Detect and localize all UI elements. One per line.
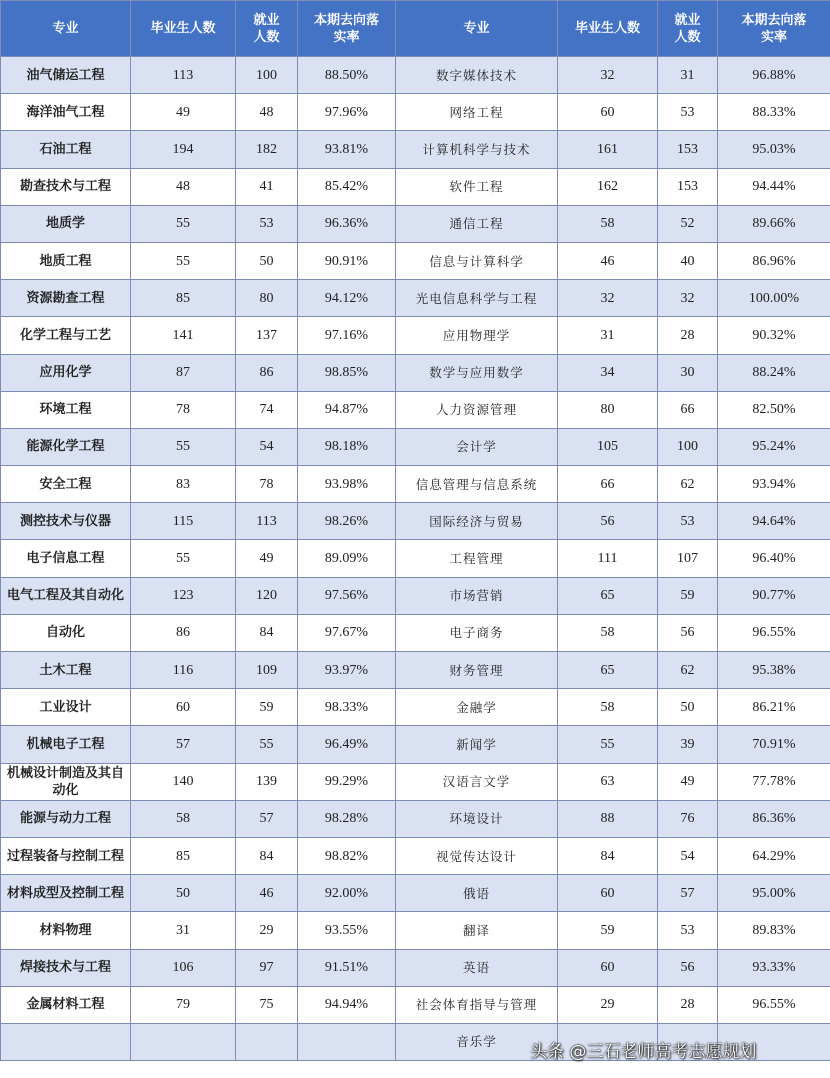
table-row bbox=[1, 800, 830, 837]
left-graduates-cell: 55 bbox=[131, 242, 236, 279]
left-rate-cell: 93.55% bbox=[298, 912, 396, 949]
left-employed-cell: 84 bbox=[236, 837, 298, 874]
left-rate-cell: 96.36% bbox=[298, 205, 396, 242]
right-major-cell: 汉语言文学 bbox=[396, 763, 558, 800]
left-major-cell: 过程装备与控制工程 bbox=[1, 837, 131, 874]
left-rate-cell: 98.82% bbox=[298, 837, 396, 874]
left-graduates-cell: 116 bbox=[131, 652, 236, 689]
left-employed-cell: 137 bbox=[236, 317, 298, 354]
right-employed-cell: 153 bbox=[658, 168, 718, 205]
left-major-cell: 勘查技术与工程 bbox=[1, 168, 131, 205]
right-rate-cell: 93.94% bbox=[718, 466, 830, 503]
left-major-cell: 焊接技术与工程 bbox=[1, 949, 131, 986]
left-employed-cell bbox=[236, 1023, 298, 1060]
right-rate-cell: 88.24% bbox=[718, 354, 830, 391]
table-row bbox=[1, 57, 830, 94]
table-row bbox=[1, 131, 830, 168]
left-employed-cell: 84 bbox=[236, 614, 298, 651]
right-major-cell: 环境设计 bbox=[396, 800, 558, 837]
right-graduates-cell: 84 bbox=[558, 837, 658, 874]
table-row bbox=[1, 503, 830, 540]
right-employed-cell: 56 bbox=[658, 949, 718, 986]
left-graduates-cell: 60 bbox=[131, 689, 236, 726]
left-employed-cell: 48 bbox=[236, 94, 298, 131]
right-graduates-cell: 65 bbox=[558, 577, 658, 614]
left-graduates-cell: 58 bbox=[131, 800, 236, 837]
right-major-cell: 新闻学 bbox=[396, 726, 558, 763]
left-major-cell: 油气储运工程 bbox=[1, 57, 131, 94]
right-rate-cell: 96.88% bbox=[718, 57, 830, 94]
right-employed-cell: 66 bbox=[658, 391, 718, 428]
right-graduates-cell: 31 bbox=[558, 317, 658, 354]
left-graduates-cell: 85 bbox=[131, 837, 236, 874]
right-graduates-cell: 55 bbox=[558, 726, 658, 763]
left-rate-cell: 92.00% bbox=[298, 875, 396, 912]
left-employed-cell: 55 bbox=[236, 726, 298, 763]
left-major-cell: 能源化学工程 bbox=[1, 428, 131, 465]
right-major-cell: 视觉传达设计 bbox=[396, 837, 558, 874]
right-graduates-cell: 63 bbox=[558, 763, 658, 800]
left-employed-cell: 109 bbox=[236, 652, 298, 689]
header-graduates-right: 毕业生人数 bbox=[558, 1, 658, 57]
right-graduates-cell: 58 bbox=[558, 205, 658, 242]
right-major-cell: 市场营销 bbox=[396, 577, 558, 614]
left-major-cell: 材料成型及控制工程 bbox=[1, 875, 131, 912]
left-major-cell: 应用化学 bbox=[1, 354, 131, 391]
table-row bbox=[1, 466, 830, 503]
left-rate-cell: 98.18% bbox=[298, 428, 396, 465]
right-major-cell: 金融学 bbox=[396, 689, 558, 726]
right-major-cell: 社会体育指导与管理 bbox=[396, 986, 558, 1023]
left-graduates-cell: 55 bbox=[131, 540, 236, 577]
left-rate-cell: 97.56% bbox=[298, 577, 396, 614]
right-rate-cell: 95.24% bbox=[718, 428, 830, 465]
right-major-cell: 人力资源管理 bbox=[396, 391, 558, 428]
table-row bbox=[1, 391, 830, 428]
left-rate-cell: 98.33% bbox=[298, 689, 396, 726]
left-employed-cell: 139 bbox=[236, 763, 298, 800]
right-employed-cell: 62 bbox=[658, 466, 718, 503]
left-rate-cell: 97.96% bbox=[298, 94, 396, 131]
left-major-cell: 金属材料工程 bbox=[1, 986, 131, 1023]
right-rate-cell: 94.64% bbox=[718, 503, 830, 540]
right-graduates-cell: 29 bbox=[558, 986, 658, 1023]
left-graduates-cell: 106 bbox=[131, 949, 236, 986]
left-graduates-cell: 87 bbox=[131, 354, 236, 391]
left-graduates-cell: 140 bbox=[131, 763, 236, 800]
left-rate-cell: 85.42% bbox=[298, 168, 396, 205]
left-graduates-cell: 141 bbox=[131, 317, 236, 354]
right-employed-cell: 28 bbox=[658, 317, 718, 354]
right-employed-cell: 53 bbox=[658, 94, 718, 131]
right-graduates-cell: 46 bbox=[558, 242, 658, 279]
right-rate-cell: 64.29% bbox=[718, 837, 830, 874]
left-graduates-cell: 83 bbox=[131, 466, 236, 503]
right-rate-cell: 95.38% bbox=[718, 652, 830, 689]
right-major-cell: 财务管理 bbox=[396, 652, 558, 689]
left-graduates-cell: 123 bbox=[131, 577, 236, 614]
table-row bbox=[1, 354, 830, 391]
right-employed-cell: 54 bbox=[658, 837, 718, 874]
left-graduates-cell: 49 bbox=[131, 94, 236, 131]
left-major-cell: 工业设计 bbox=[1, 689, 131, 726]
left-employed-cell: 80 bbox=[236, 280, 298, 317]
left-employed-cell: 113 bbox=[236, 503, 298, 540]
right-employed-cell: 57 bbox=[658, 875, 718, 912]
left-major-cell: 材料物理 bbox=[1, 912, 131, 949]
right-major-cell: 信息管理与信息系统 bbox=[396, 466, 558, 503]
table-row bbox=[1, 317, 830, 354]
left-rate-cell bbox=[298, 1023, 396, 1060]
header-employed-left: 就业 人数 bbox=[236, 1, 298, 57]
right-graduates-cell: 58 bbox=[558, 614, 658, 651]
left-major-cell: 电气工程及其自动化 bbox=[1, 577, 131, 614]
left-graduates-cell: 194 bbox=[131, 131, 236, 168]
left-employed-cell: 46 bbox=[236, 875, 298, 912]
right-graduates-cell: 60 bbox=[558, 94, 658, 131]
right-graduates-cell: 60 bbox=[558, 875, 658, 912]
left-graduates-cell: 57 bbox=[131, 726, 236, 763]
right-employed-cell: 52 bbox=[658, 205, 718, 242]
left-rate-cell: 93.97% bbox=[298, 652, 396, 689]
left-rate-cell: 90.91% bbox=[298, 242, 396, 279]
header-graduates-left: 毕业生人数 bbox=[131, 1, 236, 57]
left-major-cell: 海洋油气工程 bbox=[1, 94, 131, 131]
table-row bbox=[1, 428, 830, 465]
left-rate-cell: 97.16% bbox=[298, 317, 396, 354]
left-employed-cell: 54 bbox=[236, 428, 298, 465]
left-rate-cell: 99.29% bbox=[298, 763, 396, 800]
right-employed-cell: 49 bbox=[658, 763, 718, 800]
right-major-cell: 信息与计算科学 bbox=[396, 242, 558, 279]
right-rate-cell: 82.50% bbox=[718, 391, 830, 428]
right-major-cell: 英语 bbox=[396, 949, 558, 986]
left-graduates-cell: 55 bbox=[131, 428, 236, 465]
right-employed-cell: 59 bbox=[658, 577, 718, 614]
right-graduates-cell: 59 bbox=[558, 912, 658, 949]
left-graduates-cell: 48 bbox=[131, 168, 236, 205]
left-employed-cell: 78 bbox=[236, 466, 298, 503]
right-rate-cell: 90.77% bbox=[718, 577, 830, 614]
right-rate-cell: 95.00% bbox=[718, 875, 830, 912]
right-graduates-cell: 88 bbox=[558, 800, 658, 837]
left-employed-cell: 57 bbox=[236, 800, 298, 837]
right-major-cell: 翻译 bbox=[396, 912, 558, 949]
left-rate-cell: 98.26% bbox=[298, 503, 396, 540]
left-major-cell: 自动化 bbox=[1, 614, 131, 651]
right-major-cell: 计算机科学与技术 bbox=[396, 131, 558, 168]
table-row bbox=[1, 949, 830, 986]
left-major-cell: 地质学 bbox=[1, 205, 131, 242]
right-major-cell: 应用物理学 bbox=[396, 317, 558, 354]
left-employed-cell: 74 bbox=[236, 391, 298, 428]
right-major-cell: 网络工程 bbox=[396, 94, 558, 131]
right-rate-cell: 88.33% bbox=[718, 94, 830, 131]
left-major-cell: 机械电子工程 bbox=[1, 726, 131, 763]
left-employed-cell: 41 bbox=[236, 168, 298, 205]
table-row bbox=[1, 614, 830, 651]
left-employed-cell: 53 bbox=[236, 205, 298, 242]
right-employed-cell: 32 bbox=[658, 280, 718, 317]
left-graduates-cell: 31 bbox=[131, 912, 236, 949]
table-row bbox=[1, 689, 830, 726]
right-rate-cell: 70.91% bbox=[718, 726, 830, 763]
left-graduates-cell: 86 bbox=[131, 614, 236, 651]
left-graduates-cell: 115 bbox=[131, 503, 236, 540]
left-major-cell: 环境工程 bbox=[1, 391, 131, 428]
right-major-cell: 工程管理 bbox=[396, 540, 558, 577]
right-graduates-cell: 56 bbox=[558, 503, 658, 540]
left-major-cell bbox=[1, 1023, 131, 1060]
left-employed-cell: 50 bbox=[236, 242, 298, 279]
left-major-cell: 安全工程 bbox=[1, 466, 131, 503]
table-row bbox=[1, 652, 830, 689]
right-major-cell: 光电信息科学与工程 bbox=[396, 280, 558, 317]
right-rate-cell: 86.36% bbox=[718, 800, 830, 837]
table-body bbox=[1, 57, 830, 1061]
right-employed-cell: 53 bbox=[658, 912, 718, 949]
right-graduates-cell: 34 bbox=[558, 354, 658, 391]
right-rate-cell: 100.00% bbox=[718, 280, 830, 317]
right-employed-cell: 107 bbox=[658, 540, 718, 577]
right-major-cell: 数学与应用数学 bbox=[396, 354, 558, 391]
left-graduates-cell: 78 bbox=[131, 391, 236, 428]
right-employed-cell: 62 bbox=[658, 652, 718, 689]
left-graduates-cell bbox=[131, 1023, 236, 1060]
right-employed-cell: 39 bbox=[658, 726, 718, 763]
right-graduates-cell: 66 bbox=[558, 466, 658, 503]
left-major-cell: 化学工程与工艺 bbox=[1, 317, 131, 354]
left-rate-cell: 89.09% bbox=[298, 540, 396, 577]
right-graduates-cell: 80 bbox=[558, 391, 658, 428]
right-graduates-cell: 32 bbox=[558, 57, 658, 94]
left-major-cell: 机械设计制造及其自动化 bbox=[1, 763, 131, 800]
table-row bbox=[1, 912, 830, 949]
left-graduates-cell: 50 bbox=[131, 875, 236, 912]
table-row bbox=[1, 577, 830, 614]
left-rate-cell: 96.49% bbox=[298, 726, 396, 763]
table-row bbox=[1, 986, 830, 1023]
left-employed-cell: 182 bbox=[236, 131, 298, 168]
right-rate-cell: 90.32% bbox=[718, 317, 830, 354]
header-major-left: 专业 bbox=[1, 1, 131, 57]
left-graduates-cell: 113 bbox=[131, 57, 236, 94]
left-rate-cell: 88.50% bbox=[298, 57, 396, 94]
table-row bbox=[1, 168, 830, 205]
left-graduates-cell: 85 bbox=[131, 280, 236, 317]
left-rate-cell: 94.12% bbox=[298, 280, 396, 317]
left-rate-cell: 94.94% bbox=[298, 986, 396, 1023]
right-major-cell: 软件工程 bbox=[396, 168, 558, 205]
right-major-cell: 电子商务 bbox=[396, 614, 558, 651]
right-graduates-cell: 111 bbox=[558, 540, 658, 577]
table-row bbox=[1, 726, 830, 763]
right-rate-cell: 96.40% bbox=[718, 540, 830, 577]
right-employed-cell: 40 bbox=[658, 242, 718, 279]
watermark: 头条 @三石老师高考志愿规划 bbox=[530, 1042, 757, 1062]
header-employed-right: 就业 人数 bbox=[658, 1, 718, 57]
left-employed-cell: 97 bbox=[236, 949, 298, 986]
table-header-row bbox=[1, 1, 830, 57]
left-graduates-cell: 79 bbox=[131, 986, 236, 1023]
right-graduates-cell: 58 bbox=[558, 689, 658, 726]
left-employed-cell: 100 bbox=[236, 57, 298, 94]
header-rate-right: 本期去向落 实率 bbox=[718, 1, 830, 57]
right-employed-cell: 30 bbox=[658, 354, 718, 391]
table-row bbox=[1, 837, 830, 874]
left-graduates-cell: 55 bbox=[131, 205, 236, 242]
left-major-cell: 能源与动力工程 bbox=[1, 800, 131, 837]
left-employed-cell: 120 bbox=[236, 577, 298, 614]
left-rate-cell: 97.67% bbox=[298, 614, 396, 651]
right-employed-cell: 153 bbox=[658, 131, 718, 168]
right-graduates-cell: 32 bbox=[558, 280, 658, 317]
right-graduates-cell: 65 bbox=[558, 652, 658, 689]
right-employed-cell: 56 bbox=[658, 614, 718, 651]
right-employed-cell: 31 bbox=[658, 57, 718, 94]
table-row bbox=[1, 763, 830, 800]
left-employed-cell: 29 bbox=[236, 912, 298, 949]
right-rate-cell: 89.83% bbox=[718, 912, 830, 949]
right-rate-cell: 96.55% bbox=[718, 986, 830, 1023]
left-rate-cell: 98.28% bbox=[298, 800, 396, 837]
right-rate-cell: 93.33% bbox=[718, 949, 830, 986]
right-rate-cell: 96.55% bbox=[718, 614, 830, 651]
left-major-cell: 资源勘查工程 bbox=[1, 280, 131, 317]
right-graduates-cell: 162 bbox=[558, 168, 658, 205]
right-major-cell: 通信工程 bbox=[396, 205, 558, 242]
table-row bbox=[1, 280, 830, 317]
left-major-cell: 电子信息工程 bbox=[1, 540, 131, 577]
left-employed-cell: 49 bbox=[236, 540, 298, 577]
table-row bbox=[1, 540, 830, 577]
left-major-cell: 土木工程 bbox=[1, 652, 131, 689]
right-employed-cell: 53 bbox=[658, 503, 718, 540]
left-major-cell: 石油工程 bbox=[1, 131, 131, 168]
left-rate-cell: 91.51% bbox=[298, 949, 396, 986]
right-rate-cell: 86.21% bbox=[718, 689, 830, 726]
right-rate-cell: 86.96% bbox=[718, 242, 830, 279]
left-major-cell: 测控技术与仪器 bbox=[1, 503, 131, 540]
table-row bbox=[1, 205, 830, 242]
right-major-cell: 国际经济与贸易 bbox=[396, 503, 558, 540]
right-employed-cell: 28 bbox=[658, 986, 718, 1023]
right-employed-cell: 50 bbox=[658, 689, 718, 726]
right-employed-cell: 76 bbox=[658, 800, 718, 837]
right-employed-cell: 100 bbox=[658, 428, 718, 465]
table-row bbox=[1, 242, 830, 279]
right-rate-cell: 94.44% bbox=[718, 168, 830, 205]
left-rate-cell: 98.85% bbox=[298, 354, 396, 391]
right-major-cell: 数字媒体技术 bbox=[396, 57, 558, 94]
left-major-cell: 地质工程 bbox=[1, 242, 131, 279]
right-graduates-cell: 60 bbox=[558, 949, 658, 986]
right-major-cell: 会计学 bbox=[396, 428, 558, 465]
right-rate-cell: 77.78% bbox=[718, 763, 830, 800]
right-graduates-cell: 105 bbox=[558, 428, 658, 465]
right-major-cell: 俄语 bbox=[396, 875, 558, 912]
left-employed-cell: 75 bbox=[236, 986, 298, 1023]
right-major-cell: 音乐学 bbox=[396, 1023, 558, 1060]
table-row bbox=[1, 875, 830, 912]
header-rate-left: 本期去向落 实率 bbox=[298, 1, 396, 57]
right-rate-cell: 89.66% bbox=[718, 205, 830, 242]
right-graduates-cell: 161 bbox=[558, 131, 658, 168]
left-employed-cell: 86 bbox=[236, 354, 298, 391]
header-major-right: 专业 bbox=[396, 1, 558, 57]
right-rate-cell: 95.03% bbox=[718, 131, 830, 168]
left-employed-cell: 59 bbox=[236, 689, 298, 726]
table-row bbox=[1, 94, 830, 131]
left-rate-cell: 93.81% bbox=[298, 131, 396, 168]
left-rate-cell: 94.87% bbox=[298, 391, 396, 428]
left-rate-cell: 93.98% bbox=[298, 466, 396, 503]
